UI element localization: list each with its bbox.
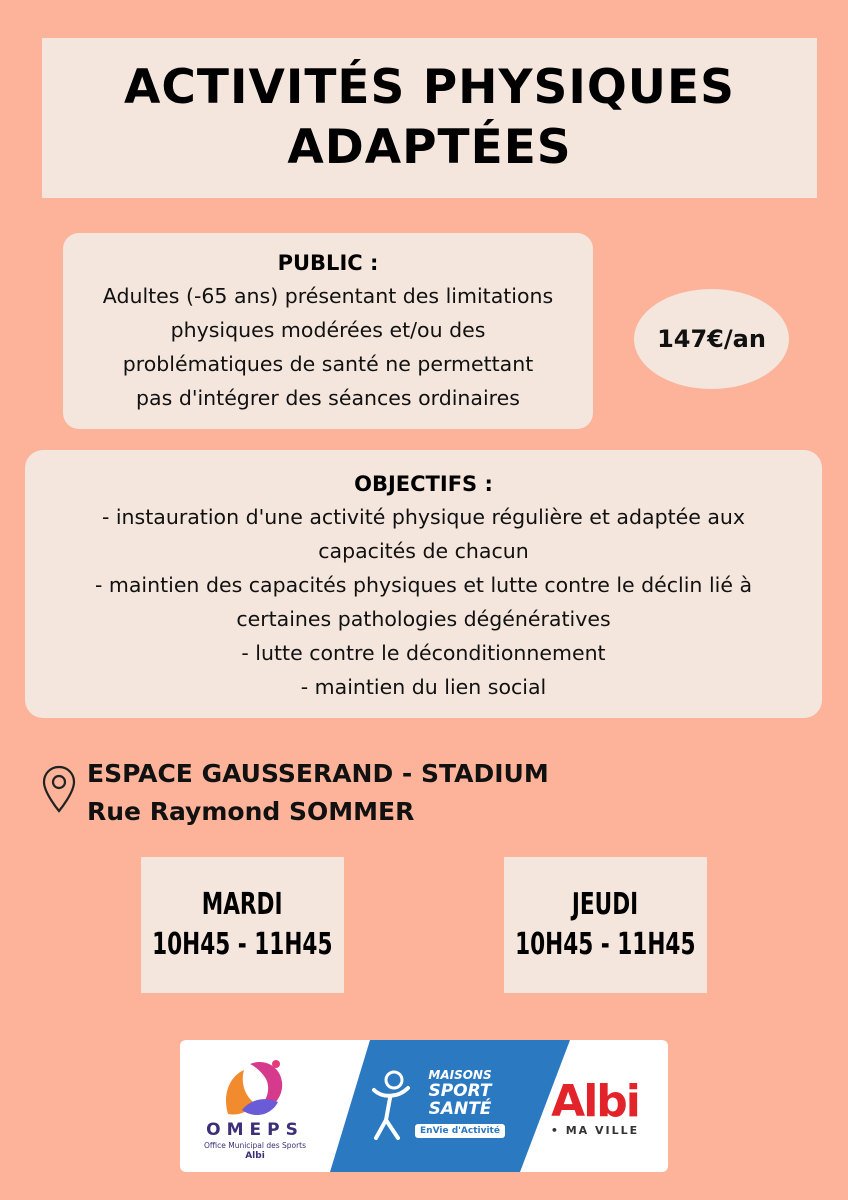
omeps-city: Albi [245,1151,265,1161]
schedule-day: JEUDI [572,887,639,922]
schedule-tuesday [141,857,344,993]
objective-line: capacités de chacun [318,539,529,563]
objectives-box [25,450,822,718]
price-badge: 147€/an [634,289,789,389]
mss-tagline: EnVie d'Activité [415,1124,505,1138]
objective-line: - lutte contre le déconditionnement [241,641,606,665]
omeps-emblem-icon [220,1054,290,1122]
objective-line: - maintien du lien social [300,675,547,699]
public-line: problématiques de santé ne permettant [122,352,534,376]
mss-line-2: SPORT [428,1081,492,1101]
title-banner [42,38,817,198]
albi-logo [540,1076,650,1137]
objective-line: certaines pathologies dégénératives [236,607,611,631]
omeps-logo [180,1040,330,1172]
schedule-day: MARDI [202,887,283,922]
omeps-name: OMEPS [206,1120,304,1140]
albi-word: Albi [551,1076,639,1127]
albi-subtitle: • MA VILLE [550,1124,640,1137]
public-line: physiques modérées et/ou des [170,318,486,342]
objective-line: - instauration d'une activité physique régulière et adaptée aux [101,505,746,529]
title-line-2: ADAPTÉES [287,120,572,175]
maisons-sport-sante-text [405,1068,515,1138]
title-line-1: ACTIVITÉS PHYSIQUES [124,60,735,115]
schedule-time: 10H45 - 11H45 [515,927,696,962]
objectives-heading: OBJECTIFS : [354,472,493,496]
map-pin-icon [42,765,76,813]
location-street: Rue Raymond SOMMER [87,797,415,826]
location-name: ESPACE GAUSSERAND - STADIUM [87,759,549,788]
mss-line-3: SANTÉ [428,1099,492,1119]
schedule-thursday [504,857,707,993]
objective-line: - maintien des capacités physiques et lutte contre le déclin lié à [94,573,753,597]
public-box [63,233,593,429]
public-line: pas d'intégrer des séances ordinaires [136,386,520,410]
partner-logos [180,1040,668,1172]
mss-line-1: MAISONS [428,1068,492,1082]
schedule-time: 10H45 - 11H45 [152,927,333,962]
public-heading: PUBLIC : [277,251,379,275]
public-line: Adultes (-65 ans) présentant des limitations [102,284,554,308]
omeps-subtitle: Office Municipal des Sports [203,1141,307,1150]
